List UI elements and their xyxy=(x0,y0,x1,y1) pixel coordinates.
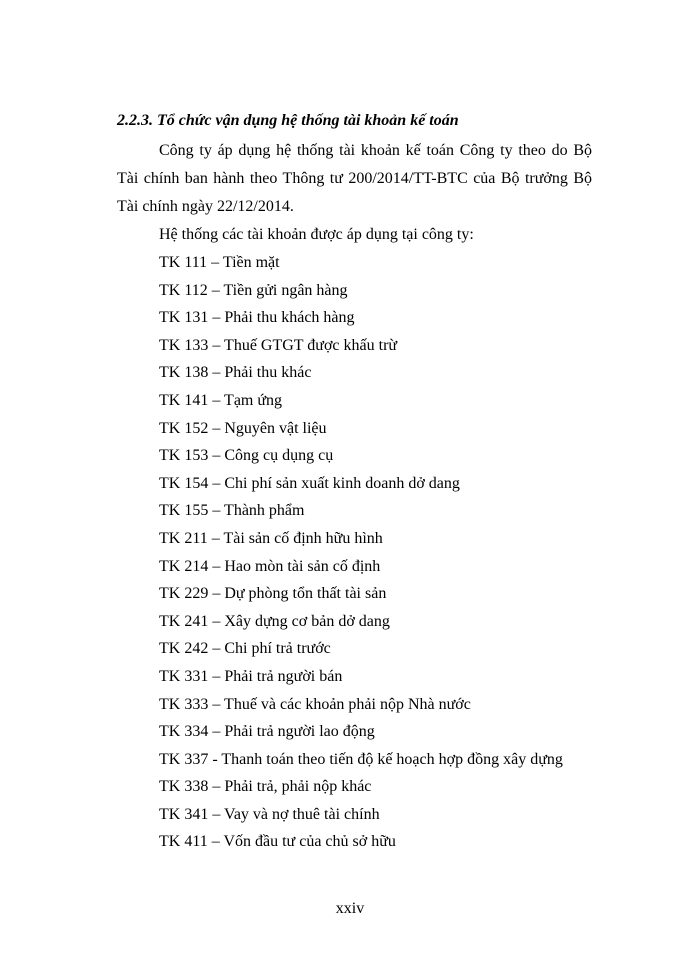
account-item: TK 138 – Phải thu khác xyxy=(159,364,312,382)
intro-paragraph: Công ty áp dụng hệ thống tài khoản kế toán Công ty theo do Bộ Tài chính ban hành theo Thông tư 200/2014/TT-BTC của Bộ trưởng Bộ Tài chính ngày 22/12/2014. xyxy=(117,142,592,215)
account-item: TK 141 – Tạm ứng xyxy=(159,391,283,409)
account-list-lead: Hệ thống các tài khoản được áp dụng tại công ty: xyxy=(159,226,474,243)
account-item: TK 111 – Tiền mặt xyxy=(159,254,280,271)
account-item: TK 152 – Nguyên vật liệu xyxy=(159,419,327,437)
account-item: TK 341 – Vay và nợ thuê tài chính xyxy=(159,805,380,823)
account-item: TK 337 - Thanh toán theo tiến độ kế hoạch hợp đồng xây dựng xyxy=(159,750,563,768)
account-item: TK 331 – Phải trả người bán xyxy=(159,667,343,685)
account-item: TK 155 – Thành phẩm xyxy=(159,502,305,520)
account-item: TK 153 – Công cụ dụng cụ xyxy=(159,447,334,465)
account-item: TK 241 – Xây dựng cơ bản dở dang xyxy=(159,612,390,630)
account-item: TK 133 – Thuế GTGT được khấu trừ xyxy=(159,336,398,354)
account-item: TK 154 – Chi phí sản xuất kinh doanh dở dang xyxy=(159,474,460,492)
page-number: xxiv xyxy=(335,900,365,917)
account-item: TK 214 – Hao mòn tài sản cố định xyxy=(159,557,381,575)
account-item: TK 112 – Tiền gửi ngân hàng xyxy=(159,281,348,299)
account-item: TK 229 – Dự phòng tổn thất tài sản xyxy=(159,585,387,603)
account-item: TK 211 – Tài sản cố định hữu hình xyxy=(159,529,383,547)
account-item: TK 334 – Phải trả người lao động xyxy=(159,723,375,741)
account-item: TK 338 – Phải trả, phải nộp khác xyxy=(159,778,372,796)
account-list xyxy=(159,249,563,856)
account-item: TK 333 – Thuế và các khoản phải nộp Nhà nước xyxy=(159,695,471,713)
account-item: TK 411 – Vốn đầu tư của chủ sở hữu xyxy=(159,833,396,851)
account-item: TK 131 – Phải thu khách hàng xyxy=(159,309,355,327)
account-item: TK 242 – Chi phí trả trước xyxy=(159,640,331,658)
section-heading: 2.2.3. Tổ chức vận dụng hệ thống tài khoản kế toán xyxy=(117,112,459,129)
